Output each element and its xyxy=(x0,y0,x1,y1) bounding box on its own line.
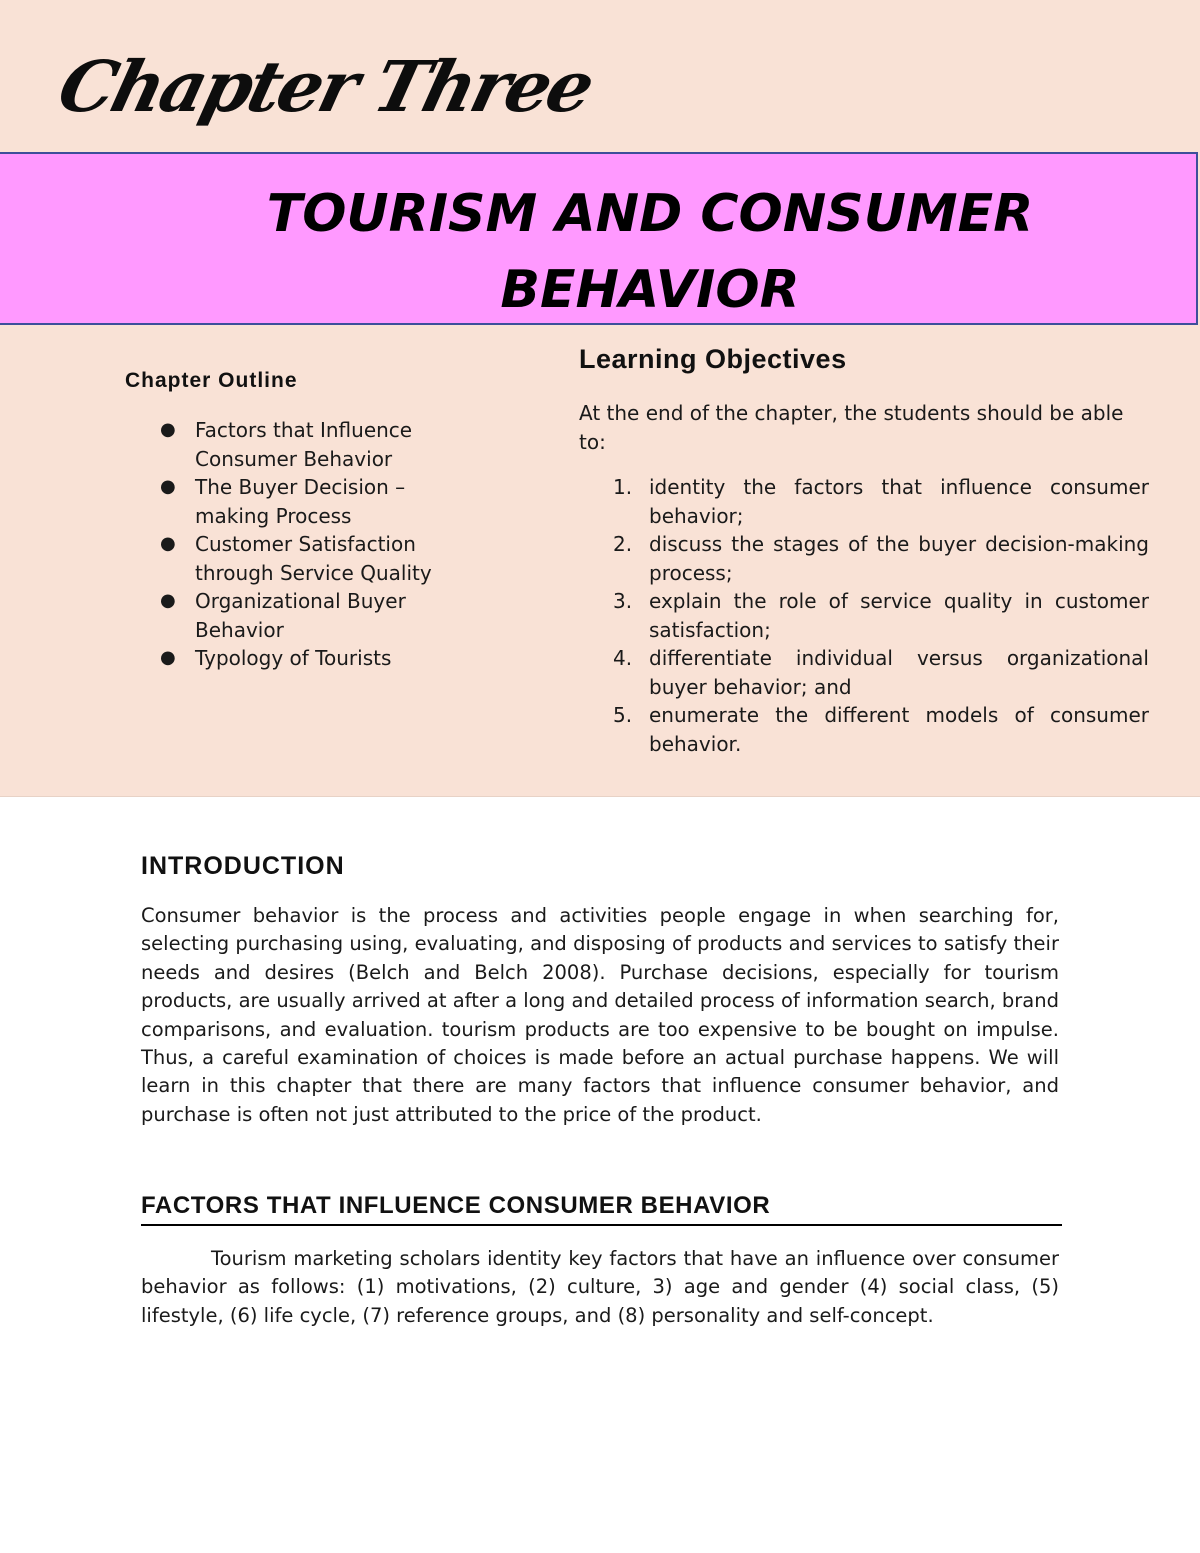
list-item: ● Organizational Buyer Behavior xyxy=(160,589,406,642)
bullet-icon: ● xyxy=(160,533,176,554)
outline-heading: Chapter Outline xyxy=(125,369,298,392)
bullet-icon: ● xyxy=(160,590,176,611)
list-item: 3. explain the role of service quality in customer satisfaction; xyxy=(613,589,1149,642)
chapter-title: TOURISM AND CONSUMER BEHAVIOR xyxy=(266,184,1034,320)
bullet-icon: ● xyxy=(160,476,176,497)
list-item: ● The Buyer Decision – making Process xyxy=(160,475,406,528)
objectives-heading: Learning Objectives xyxy=(579,344,847,374)
objectives-intro: At the end of the chapter, the students should be able to: xyxy=(579,401,1124,454)
list-item: 5. enumerate the different models of consumer behavior. xyxy=(613,703,1149,756)
list-item: ● Customer Satisfaction through Service Quality xyxy=(160,532,432,585)
chapter-label: Chapter Three xyxy=(50,45,601,128)
objectives-list xyxy=(579,473,1149,758)
list-item: ● Typology of Tourists xyxy=(160,644,460,673)
factors-paragraph: Tourism marketing scholars identity key factors that have an influence over consumer behavior as follows: (1) motivations, (2) culture, 3) age and gender (4) social class, (5) lifestyle, (6) life cycle, (7) reference groups, and (8) personality and self-concept. xyxy=(141,1247,1059,1327)
factors-heading: FACTORS THAT INFLUENCE CONSUMER BEHAVIOR xyxy=(141,1192,1062,1226)
list-item: 1. identity the factors that influence consumer behavior; xyxy=(613,475,1149,528)
list-item: 4. differentiate individual versus organizational buyer behavior; and xyxy=(613,646,1149,699)
list-item: 2. discuss the stages of the buyer decision-making process; xyxy=(613,532,1149,585)
bullet-icon: ● xyxy=(160,419,176,440)
introduction-paragraph: Consumer behavior is the process and activities people engage in when searching for, selecting purchasing using, evaluating, and disposing of products and services to satisfy their needs and desires (Belch and Belch 2008). Purchase decisions, especially for tourism products, are usually arrived at after a long and detailed process of information search, brand comparisons, and evaluation. tourism products are too expensive to be bought on impulse. Thus, a careful examination of choices is made before an actual purchase happens. We will learn in this chapter that there are many factors that influence consumer behavior, and purchase is often not just attributed to the price of the product. xyxy=(141,904,1059,1126)
bullet-icon: ● xyxy=(160,647,176,668)
list-item: ● Factors that Influence Consumer Behavior xyxy=(160,418,413,471)
introduction-heading: INTRODUCTION xyxy=(141,852,345,880)
outline-list xyxy=(160,416,460,673)
